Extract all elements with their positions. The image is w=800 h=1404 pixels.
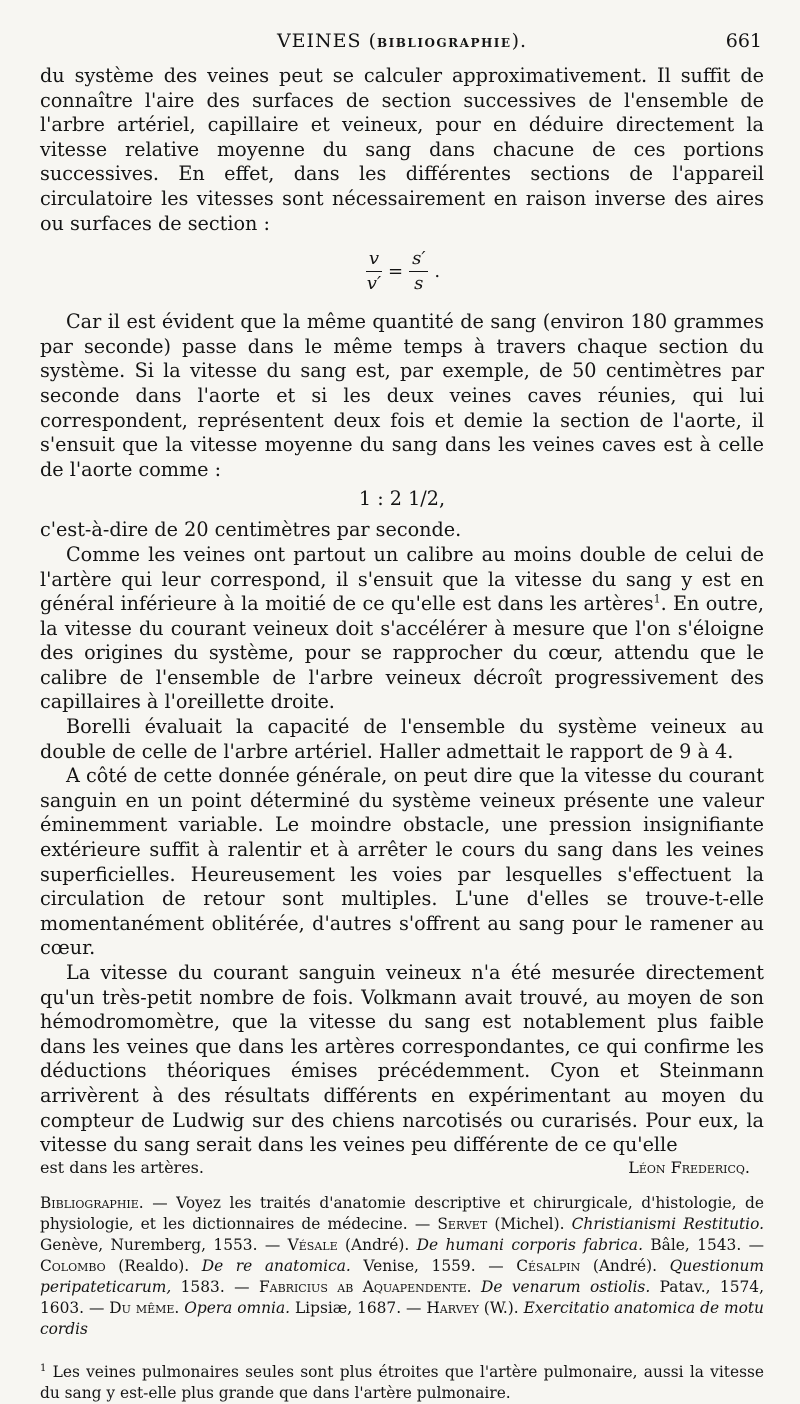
fraction-numerator: v <box>366 247 382 272</box>
paragraph-5: Borelli évaluait la capacité de l'ensemble du système veineux au double de celle de l'arbre artériel. Haller admettait le rapport de 9 à 4. <box>40 715 764 763</box>
author-cesalpin: Césalpin <box>516 1256 581 1275</box>
author-servet: Servet <box>437 1214 488 1233</box>
page-number: 661 <box>725 30 762 52</box>
author-colombo: Colombo <box>40 1256 106 1275</box>
bibliography <box>40 1193 764 1340</box>
bib-text: — Voyez les traités d'anatomie descriptive et chirurgicale, d'histologie, de physiologie, et les dictionnaires de médecine. — <box>40 1193 764 1233</box>
paragraph-7: La vitesse du courant sanguin veineux n'a été mesurée directement qu'un très-petit nombre de fois. Volkmann avait trouvé, au moyen de son hémodromomètre, que la vitesse du sang est notablement plus faible dans les veines que dans les artères correspondantes, ce qui confirme les déductions théoriques émises précédemment. Cyon et Steinmann arrivèrent à des résultats différents en expérimentant au moyen du compteur de Ludwig sur des chiens narcotisés ou curarisés. Pour eux, la vitesse du sang serait dans les veines peu différente de ce qu'elle <box>40 961 764 1157</box>
work-title: Christianismi Restitutio. <box>571 1214 764 1233</box>
bib-text: (W.). <box>478 1298 524 1317</box>
title-main: VEINES ( <box>276 30 378 52</box>
author-vesale: Vésale <box>287 1235 338 1254</box>
fraction-right <box>409 247 428 296</box>
bib-text: (Michel). <box>487 1214 572 1233</box>
author-signature: Léon Fredericq. <box>628 1157 750 1177</box>
bib-text: Patav., 1574, 1603. — <box>40 1277 764 1317</box>
main-text <box>40 64 764 1177</box>
fraction-denominator: s <box>414 272 424 294</box>
paragraph-6: A côté de cette donnée générale, on peut dire que la vitesse du courant sanguin en un point déterminé du système veineux présente une valeur éminemment variable. Le moindre obstacle, une pression insignifiante extérieure suffit à ralentir et à arrêter le cours du sang dans les veines superficielles. Heureusement les voies par lesquelles s'effectuent la circulation de retour sont multiples. L'une d'elles se trouve-t-elle momentanément oblitérée, d'autres s'offrent au sang pour le ramener au cœur. <box>40 764 764 960</box>
fraction-numerator: s′ <box>409 247 428 272</box>
work-title: Opera omnia. <box>184 1298 291 1317</box>
author-fabricius: Fabricius ab Aquapendente. <box>258 1277 472 1296</box>
work-title: De venarum ostiolis. <box>480 1277 651 1296</box>
bib-text: Lipsiæ, 1687. — <box>290 1298 427 1317</box>
paragraph-4-text-b: . En outre, la vitesse du courant veineux doit s'accélérer à mesure que l'on s'éloigne des origines du système, pour se rapprocher du cœur, attendu que le calibre de l'ensemble de l'arbre veineux décroît progressivement des capillaires à l'oreillette droite. <box>40 592 764 714</box>
work-title: De humani corporis fabrica. <box>416 1235 643 1254</box>
page-title <box>40 30 764 52</box>
bib-text: (André). <box>580 1256 670 1275</box>
formula-period: . <box>434 260 441 282</box>
work-title: Questionum peripateticarum, <box>40 1256 764 1296</box>
footnote-text: Les veines pulmonaires seules sont plus étroites que l'artère pulmonaire, aussi la vitesse du sang y est-elle plus grande que dans l'artère pulmonaire. <box>40 1362 764 1402</box>
fraction-left <box>366 247 382 296</box>
author-du-meme: Du même. <box>109 1298 180 1317</box>
paragraph-2: Car il est évident que la même quantité de sang (environ 180 grammes par seconde) passe dans le même temps à travers chaque section du système. Si la vitesse du sang est, par exemple, de 50 centimètres par seconde dans l'aorte et si les deux veines caves réunies, qui lui correspondent, représentent deux fois et demie la section de l'aorte, il s'ensuit que la vitesse moyenne du sang dans les veines caves est à celle de l'aorte comme : <box>40 310 764 481</box>
work-title: De re anatomica. <box>201 1256 351 1275</box>
bib-text: Bâle, 1543. — <box>642 1235 765 1254</box>
bib-text <box>472 1278 481 1296</box>
footnote-marker: 1 <box>40 1362 47 1374</box>
paragraph-1: du système des veines peut se calculer approximativement. Il suffit de connaître l'aire des surfaces de section successives de l'ensemble de l'arbre artériel, capillaire et veineux, pour en déduire directement la vitesse relative moyenne du sang dans chacune de ces portions successives. En effet, dans les différentes sections de l'appareil circulatoire les vitesses sont nécessairement en raison inverse des aires ou surfaces de section : <box>40 64 764 235</box>
paragraph-7-end: est dans les artères. <box>40 1157 204 1177</box>
fraction-denominator: v′ <box>366 272 382 294</box>
paragraph-3: c'est-à-dire de 20 centimètres par seconde. <box>40 518 462 542</box>
author-harvey: Harvey <box>426 1298 479 1317</box>
footnote <box>40 1362 764 1404</box>
running-header <box>40 30 764 64</box>
ratio-formula: 1 : 2 1/2, <box>358 487 446 511</box>
bib-text: Genève, Nuremberg, 1553. — <box>40 1235 288 1254</box>
paragraph-4 <box>40 543 764 715</box>
bib-text: (Realdo). <box>105 1256 202 1275</box>
closing-line <box>40 1158 764 1177</box>
paragraph-4-text-a: Comme les veines ont partout un calibre au moins double de celui de l'artère qui leur correspond, il s'ensuit que la vitesse du sang y est en général inférieure à la moitié de ce qu'elle est dans les artères <box>40 542 764 616</box>
footnote-reference: 1 <box>653 592 661 606</box>
bib-text: (André). <box>337 1235 417 1254</box>
title-section: BIBLIOGRAPHIE <box>377 36 512 50</box>
bib-text: Venise, 1559. — <box>350 1256 517 1275</box>
bib-text: 1583. — <box>171 1277 259 1296</box>
work-title: Exercitatio anatomica de motu cordis <box>40 1298 764 1338</box>
bibliography-label: Bibliographie. <box>40 1193 144 1212</box>
equals-sign: = <box>388 260 404 282</box>
velocity-formula <box>40 240 764 302</box>
title-end: ). <box>511 30 528 52</box>
